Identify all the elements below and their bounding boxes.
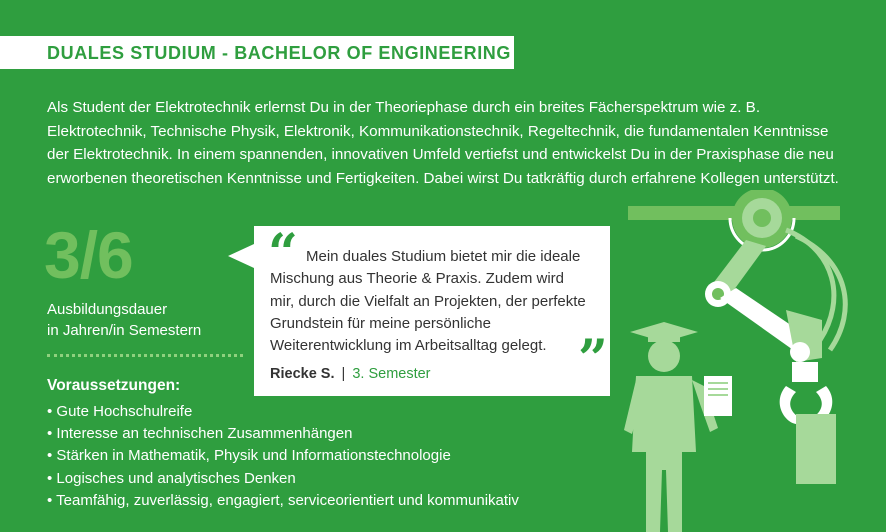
quote-author — [270, 366, 431, 382]
quote-open-icon: “ — [268, 223, 298, 284]
graduate-figure — [624, 322, 732, 532]
intro-paragraph: Als Student der Elektrotechnik erlernst Du in der Theoriephase durch ein breites Fächerspektrum wie z. B. Elektrotechnik, Technische Physik, Elektronik, Kommunikationstechnik, Regeltechnik, die fundamentalen Kenntnisse der Elektrotechnik. In einem spannenden, innovativen Umfeld vertiefst und entwickelst Du in der Praxisphase die neu erworbenen theoretischen Kenntnisse und Fertigkeiten. Dabei wirst Du tatkräftig durch erfahrene Kollegen unterstützt. — [47, 99, 839, 187]
robot-arm-graduate-icon — [600, 190, 886, 532]
quote-text — [270, 246, 590, 357]
speech-bubble-tail — [228, 244, 254, 268]
quote-body: Mein duales Studium bietet mir die ideale Mischung aus Theorie & Praxis. Zudem wird mir, durch die Vielfalt an Projekten, der perfekte Grundstein für meine persönliche Weiterentwicklung im Arbeitsalltag gelegt. — [270, 248, 586, 355]
quote-close-icon: ” — [578, 329, 608, 390]
duration-label — [47, 299, 201, 341]
requirement-item: • Interesse an technischen Zusammenhängen — [47, 425, 353, 443]
dotted-divider — [47, 354, 243, 357]
author-separator: | — [341, 366, 346, 382]
duration-label-line2: in Jahren/in Semestern — [47, 322, 202, 339]
duration-value: 3/6 — [44, 218, 133, 292]
pedestal — [796, 414, 836, 484]
page-title: DUALES STUDIUM - BACHELOR OF ENGINEERING — [47, 43, 512, 63]
requirement-item: • Teamfähig, zuverlässig, engagiert, serviceorientiert und kommunikativ — [47, 491, 519, 509]
author-name: Riecke S. — [270, 366, 335, 382]
requirement-item: • Stärken in Mathematik, Physik und Informationstechnologie — [47, 447, 451, 465]
requirement-item: • Gute Hochschulreife — [47, 403, 193, 420]
requirement-item: • Logisches und analytisches Denken — [47, 469, 296, 487]
requirements-title: Voraussetzungen: — [47, 377, 181, 394]
gear-icon — [730, 190, 794, 250]
author-semester: 3. Semester — [352, 366, 431, 382]
duration-label-line1: Ausbildungsdauer — [47, 301, 168, 318]
requirements-list — [47, 401, 519, 512]
